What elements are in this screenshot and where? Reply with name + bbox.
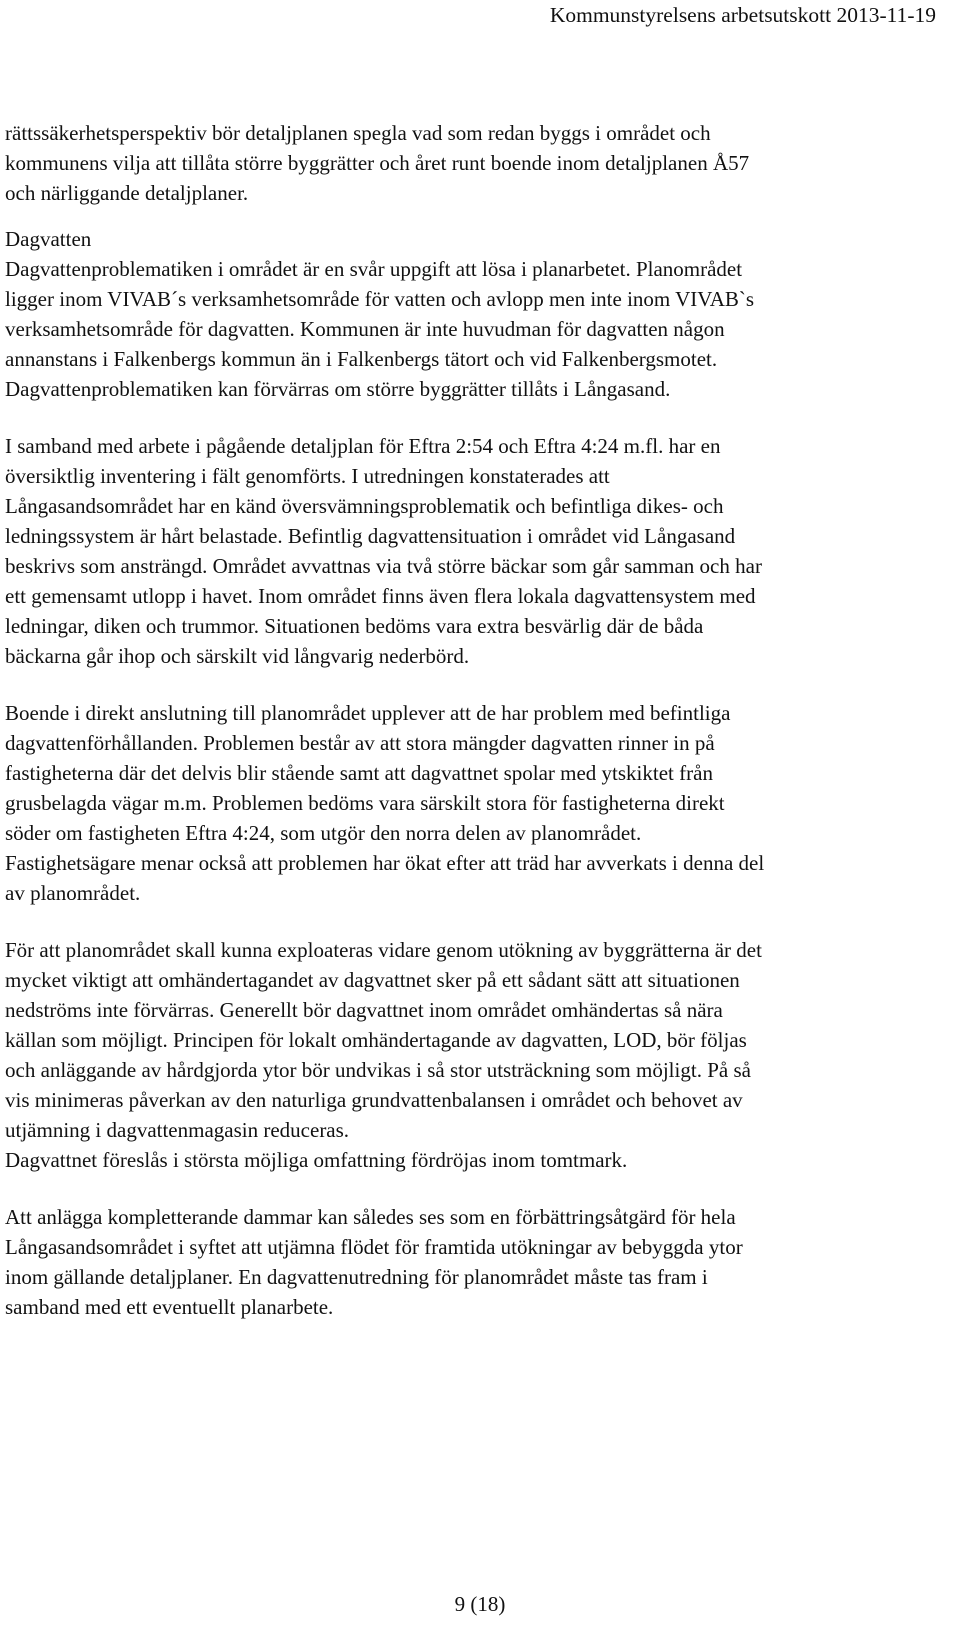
section-heading: Dagvatten — [5, 227, 92, 251]
text-line: ledningssystem är hårt belastade. Befintlig dagvattensituation i området vid Långasand — [5, 524, 736, 548]
text-line: bäckarna går ihop och särskilt vid långvarig nederbörd. — [5, 644, 470, 668]
paragraph-dammar — [5, 1202, 955, 1322]
text-line: nedströms inte förvärras. Generellt bör dagvattnet inom området omhändertas så nära — [5, 998, 723, 1022]
text-line: För att planområdet skall kunna exploateras vidare genom utökning av byggrätterna är det — [5, 938, 762, 962]
text-line: Boende i direkt anslutning till planområdet upplever att de har problem med befintliga — [5, 701, 731, 725]
paragraph-spacer — [5, 1175, 955, 1202]
page-header: Kommunstyrelsens arbetsutskott 2013-11-19 — [549, 3, 936, 27]
text-line: beskrivs som ansträngd. Området avvattnas via två större bäckar som går samman och har — [5, 554, 762, 578]
text-line: Dagvattnet föreslås i största möjliga omfattning fördröjas inom tomtmark. — [5, 1148, 628, 1172]
text-line: samband med ett eventuellt planarbete. — [5, 1295, 334, 1319]
text-line: I samband med arbete i pågående detaljplan för Eftra 2:54 och Eftra 4:24 m.fl. har en — [5, 434, 721, 458]
text-line: verksamhetsområde för dagvatten. Kommunen är inte huvudman för dagvatten någon — [5, 317, 725, 341]
text-line: fastigheterna där det delvis blir stående samt att dagvattnet spolar med ytskiktet från — [5, 761, 713, 785]
paragraph-intro — [5, 118, 955, 208]
paragraph-dagvatten — [5, 224, 955, 404]
text-line: ledningar, diken och trummor. Situationen bedöms vara extra besvärlig där de båda — [5, 614, 704, 638]
paragraph-boende — [5, 698, 955, 908]
text-line: söder om fastigheten Eftra 4:24, som utgör den norra delen av planområdet. — [5, 821, 642, 845]
text-line: översiktlig inventering i fält genomförts. I utredningen konstaterades att — [5, 464, 610, 488]
text-line: utjämning i dagvattenmagasin reduceras. — [5, 1118, 350, 1142]
text-line: vis minimeras påverkan av den naturliga grundvattenbalansen i området och behovet av — [5, 1088, 743, 1112]
text-line: och anläggande av hårdgjorda ytor bör undvikas i så stor utsträckning som möjligt. På så — [5, 1058, 751, 1082]
text-line: annanstans i Falkenbergs kommun än i Falkenbergs tätort och vid Falkenbergsmotet. — [5, 347, 718, 371]
paragraph-inventering — [5, 431, 955, 671]
paragraph-spacer — [5, 404, 955, 431]
page-number: 9 (18) — [454, 1592, 506, 1616]
paragraph-exploatering — [5, 935, 955, 1175]
paragraph-spacer — [5, 671, 955, 698]
text-line: källan som möjligt. Principen för lokalt omhändertagande av dagvatten, LOD, bör följas — [5, 1028, 747, 1052]
paragraph-spacer — [5, 908, 955, 935]
text-line: inom gällande detaljplaner. En dagvattenutredning för planområdet måste tas fram i — [5, 1265, 708, 1289]
text-line: Dagvattenproblematiken kan förvärras om större byggrätter tillåts i Långasand. — [5, 377, 671, 401]
text-line: Fastighetsägare menar också att problemen har ökat efter att träd har avverkats i denna del — [5, 851, 765, 875]
text-line: Långasandsområdet har en känd översvämningsproblematik och befintliga dikes- och — [5, 494, 724, 518]
text-line: ett gemensamt utlopp i havet. Inom området finns även flera lokala dagvattensystem med — [5, 584, 756, 608]
text-line: Långasandsområdet i syftet att utjämna flödet för framtida utökningar av bebyggda ytor — [5, 1235, 743, 1259]
text-line: och närliggande detaljplaner. — [5, 181, 249, 205]
text-line: Dagvattenproblematiken i området är en svår uppgift att lösa i planarbetet. Planområdet — [5, 257, 743, 281]
text-line: ligger inom VIVAB´s verksamhetsområde för vatten och avlopp men inte inom VIVAB`s — [5, 287, 755, 311]
text-line: rättssäkerhetsperspektiv bör detaljplanen spegla vad som redan byggs i området och — [5, 121, 711, 145]
text-line: av planområdet. — [5, 881, 141, 905]
text-line: kommunens vilja att tillåta större byggrätter och året runt boende inom detaljplanen Å57 — [5, 151, 750, 175]
text-line: dagvattenförhållanden. Problemen består av att stora mängder dagvatten rinner in på — [5, 731, 715, 755]
text-line: mycket viktigt att omhändertagandet av dagvattnet sker på ett sådant sätt att situationen — [5, 968, 740, 992]
paragraph-spacer — [5, 208, 955, 224]
text-line: grusbelagda vägar m.m. Problemen bedöms vara särskilt stora för fastigheterna direkt — [5, 791, 725, 815]
document-body — [5, 118, 955, 1322]
text-line: Att anlägga kompletterande dammar kan således ses som en förbättringsåtgärd för hela — [5, 1205, 736, 1229]
